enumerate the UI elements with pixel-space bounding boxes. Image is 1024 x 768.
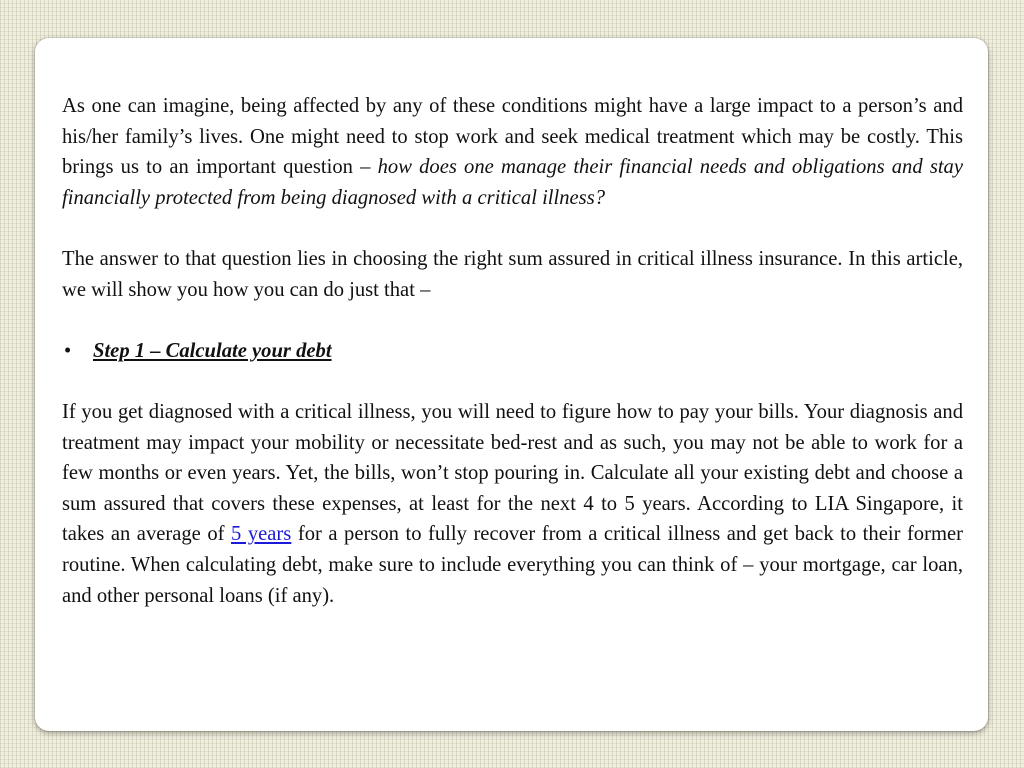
step-heading: Step 1 – Calculate your debt bbox=[93, 339, 332, 362]
intro-question: how does one manage their financial needs and obligations and stay financially protected from being diagnosed with a critical illness? bbox=[62, 156, 963, 209]
slide-card bbox=[35, 38, 988, 731]
bullet-icon: • bbox=[64, 339, 72, 362]
spacer bbox=[62, 305, 963, 336]
debt-paragraph-text-end: for a person to fully recover from a critical illness and get back to their former routine. When calculating debt, make sure to include everything you can think of – your mortgage, car loan, and other personal loans (if any). bbox=[62, 523, 963, 607]
five-years-link[interactable]: 5 years bbox=[231, 523, 292, 546]
spacer bbox=[62, 366, 963, 397]
debt-paragraph-text-start: If you get diagnosed with a critical illness, you will need to figure how to pay your bills. Your diagnosis and treatment may impact your mobility or necessitate bed-rest and as such, you may not be able to work for a few months or even years. Yet, the bills, won’t stop pouring in. Calculate all your existing debt and choose a sum assured that covers these expenses, at least for the next 4 to 5 years. According to LIA Singapore, it takes an average of bbox=[62, 400, 963, 546]
intro-paragraph-text: As one can imagine, being affected by any of these conditions might have a large impact to a person’s and his/her family’s lives. One might need to stop work and seek medical treatment which may be costly. This brings us to an important question – bbox=[62, 95, 963, 179]
intro-paragraph bbox=[62, 91, 963, 213]
article-content bbox=[62, 91, 963, 611]
answer-paragraph: The answer to that question lies in choosing the right sum assured in critical illness insurance. In this article, we will show you how you can do just that – bbox=[62, 247, 963, 301]
step-bullet-item bbox=[62, 336, 963, 367]
spacer bbox=[62, 213, 963, 244]
debt-paragraph bbox=[62, 397, 963, 611]
